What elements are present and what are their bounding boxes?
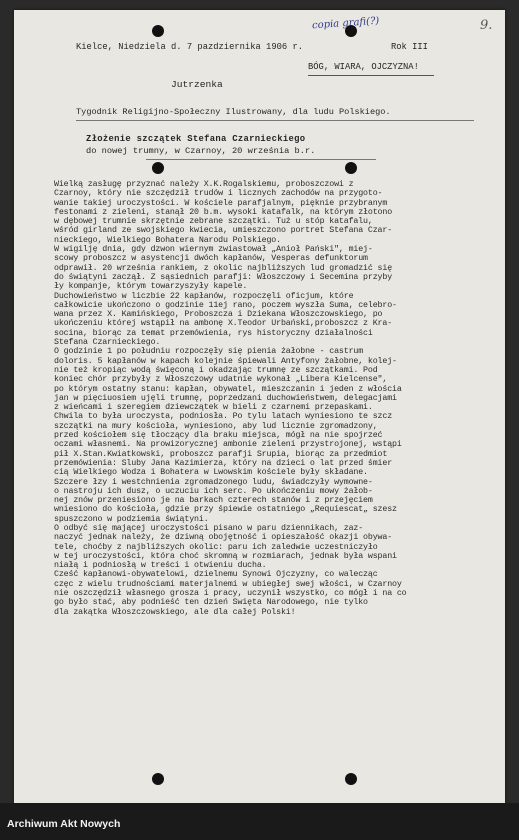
- article-body-line: cią Wielkiego Wodza i Bohatera w Lwowskim kościele były składane.: [54, 468, 368, 478]
- article-body-line: wśród girland ze swojskiego kwiecia, umieszczono portret Stefana Czar-: [54, 226, 393, 236]
- article-body-line: doloris. 5 kapłanów w kapach kolejnie śpiewali Antyfony żałobne, kolej-: [54, 356, 397, 366]
- article-body-line: O odbyć się mającej uroczystości pisano w paru dziennikach, zaz-: [54, 523, 364, 533]
- article-body-line: ły kompanje, którym towarzyszyły kapele.: [54, 282, 248, 292]
- article-body-line: scowy proboszcz w asystencji dwóch kapłanów, Vesperas defunktorum: [54, 254, 368, 264]
- article-body-line: w tej uroczystości, która choć skromną w rozmiarach, jednak była wspani: [54, 551, 397, 561]
- motto-underline: [308, 75, 434, 76]
- article-body-line: wanie takiej uroczystości. W kościele parafjalnym, pięknie przybranym: [54, 198, 388, 208]
- article-heading-line1: Złożenie szczątek Stefana Czarnieckiego: [86, 134, 306, 144]
- article-body-line: wana przez X. Kamińskiego, Proboszcza i Dziekana Włoszczowskiego, po: [54, 310, 383, 320]
- article-body-line: szczątki na mury kościoła, wyniesiono, aby lud licznie zgromadzony,: [54, 421, 378, 431]
- article-body-line: tele, choćby z najbliższych okolic: paru ich zaledwie uczestniczyło: [54, 542, 378, 552]
- archive-name: Archiwum Akt Nowych: [7, 818, 121, 830]
- article-body-line: w dębowej trumnie skrzętnie zebrane szczątki. Tuż u stóp katafalu,: [54, 217, 373, 227]
- article-body-line: naczyć jednak należy, że dziwną obojętność i opieszałość okazji obywa-: [54, 533, 393, 543]
- punch-hole-mid-left: [152, 162, 164, 174]
- article-body-line: Szczere łzy i westchnienia zgromadzonego ludu, świadczyły wymowne-: [54, 477, 373, 487]
- masthead-volume: Rok III: [391, 42, 428, 52]
- article-body-line: Chwila to była uroczysta, podniosła. Po tylu latach wyniesiono te szcz: [54, 412, 393, 422]
- article-body-line: przemówienia: Śluby Jana Kazimierza, który na dzieci o lat przed śmier: [54, 458, 393, 468]
- article-body-line: przed kościołem się tłoczący dla braku miejsca, mógł na nie spojrzeć: [54, 431, 383, 441]
- document-page: [14, 10, 505, 803]
- punch-hole-bottom-right: [345, 773, 357, 785]
- archive-footer-bar: [0, 803, 519, 840]
- article-body-line: całkowicie ukończono o godzinie 11ej rano, poczem wyszła Suma, celebro-: [54, 300, 397, 310]
- article-body-line: go było stać, aby podnieść ten dzień Święta Narodowego, nie tylko: [54, 598, 368, 608]
- article-body-line: socina, biorąc za temat przemówienia, rys historyczny działalności: [54, 328, 373, 338]
- masthead-rule: [76, 120, 474, 121]
- article-body-line: Duchowieństwo w liczbie 22 kapłanów, rozpoczęli oficjum, które: [54, 291, 354, 301]
- masthead-title: Jutrzenka: [171, 79, 223, 90]
- article-body-line: odprawił. 20 września rankiem, z okolic najbliższych lud gromadzić się: [54, 263, 393, 273]
- article-body-line: nej znów przeniesiono je na barkach czterech stanów i z przejęciem: [54, 496, 373, 506]
- punch-hole-top-left: [152, 25, 164, 37]
- article-body: [54, 180, 494, 617]
- article-body-line: do świątyni zaczął. Z sąsiednich parafji: Włoszczowy i Secemina przyby: [54, 272, 393, 282]
- article-body-line: po którym ostatny stanu: kapłan, obywatel, mieszczanin i jeden z włościa: [54, 384, 402, 394]
- handwritten-note: copia grafi(?): [311, 15, 380, 32]
- punch-hole-mid-right: [345, 162, 357, 174]
- article-body-line: wniesiono do kościoła, gdzie przy śpiewie ostatniego „Requiescat„ szesz: [54, 505, 397, 515]
- article-body-line: Stefana Czarnieckiego.: [54, 338, 161, 348]
- article-body-line: Wielką zasługę przyznać należy X.K.Rogalskiemu, proboszczowi z: [54, 180, 354, 189]
- article-body-line: dla zakątka Włoszczowskiego, ale dla całej Polski!: [54, 607, 296, 617]
- article-body-line: o nastroju ich dusz, o uczuciu ich serc. Po ukończeniu mowy żałob-: [54, 486, 373, 496]
- masthead-place-date: Kielce, Niedziela d. 7 pazdziernika 1906 r.: [76, 42, 303, 52]
- punch-hole-bottom-left: [152, 773, 164, 785]
- masthead-subtitle: Tygodnik Religijno-Społeczny Ilustrowany, dla ludu Polskiego.: [76, 107, 391, 117]
- article-body-line: jan w pięciuosiem ujęli trumnę, poprzedzani duchowieństwem, delegacjami: [54, 393, 397, 403]
- article-body-line: nie oszczędził własnego grosza i pracy, uczynił wszystko, co mógł i na co: [54, 589, 407, 599]
- article-body-line: W wigilję dnia, gdy dzwon wiernym zwiastował „Anioł Pański", miej-: [54, 245, 373, 255]
- masthead-motto: BÓG, WIARA, OJCZYZNA!: [308, 62, 419, 72]
- article-body-line: niałą i podniosłą w treści i otwieniu ducha.: [54, 561, 267, 571]
- article-body-line: nie też kropiąc wodą święconą i okadzając trumnę ze szczątkami. Pod: [54, 365, 378, 375]
- article-heading-line2: do nowej trumny, w Czarnoy, 20 września b.r.: [86, 146, 316, 156]
- article-body-line: częc z wielu trudnościami materjalnemi w ubiegłej swej włości, w Czarnoy: [54, 579, 402, 589]
- article-body-line: O godzinie 1 po południu rozpoczęły się pienia żałobne - castrum: [54, 347, 364, 357]
- article-body-line: oczami własnemi. Na prowizorycznej ambonie zieleni przystrojonej, wstąpi: [54, 440, 402, 450]
- article-body-line: nieckiego, Wielkiego Bohatera Narodu Polskiego.: [54, 235, 281, 245]
- article-body-line: spuszczono w podziemia świątyni.: [54, 514, 209, 524]
- handwritten-page-number: 9.: [480, 18, 493, 33]
- article-body-line: koniec chór przybyły z Włoszczowy udatnie wykonał „Libera Kielcense",: [54, 375, 388, 385]
- article-body-line: festonami z zieleni, stanął 20 b.m. wysoki katafalk, na którym złotono: [54, 207, 393, 217]
- article-body-line: Czarnoy, który nie szczędził trudów i licznych zachodów na przygoto-: [54, 189, 383, 199]
- article-body-line: z wieńcami i szeregiem dziewczątek w bieli z czarnemi przepaskami.: [54, 403, 373, 413]
- article-body-line: Cześć kapłanowi-obywatelowi, dzielnemu Synowi Ojczyzny, co walecząc: [54, 570, 378, 580]
- heading-underline: [146, 159, 376, 160]
- article-body-line: ukończeniu której wstąpił na ambonę X.Teodor Urbański,proboszcz z Kra-: [54, 319, 393, 329]
- article-body-line: pił X.Stan.Kwiatkowski, proboszcz parafji Srupia, biorąc za przedmiot: [54, 449, 388, 459]
